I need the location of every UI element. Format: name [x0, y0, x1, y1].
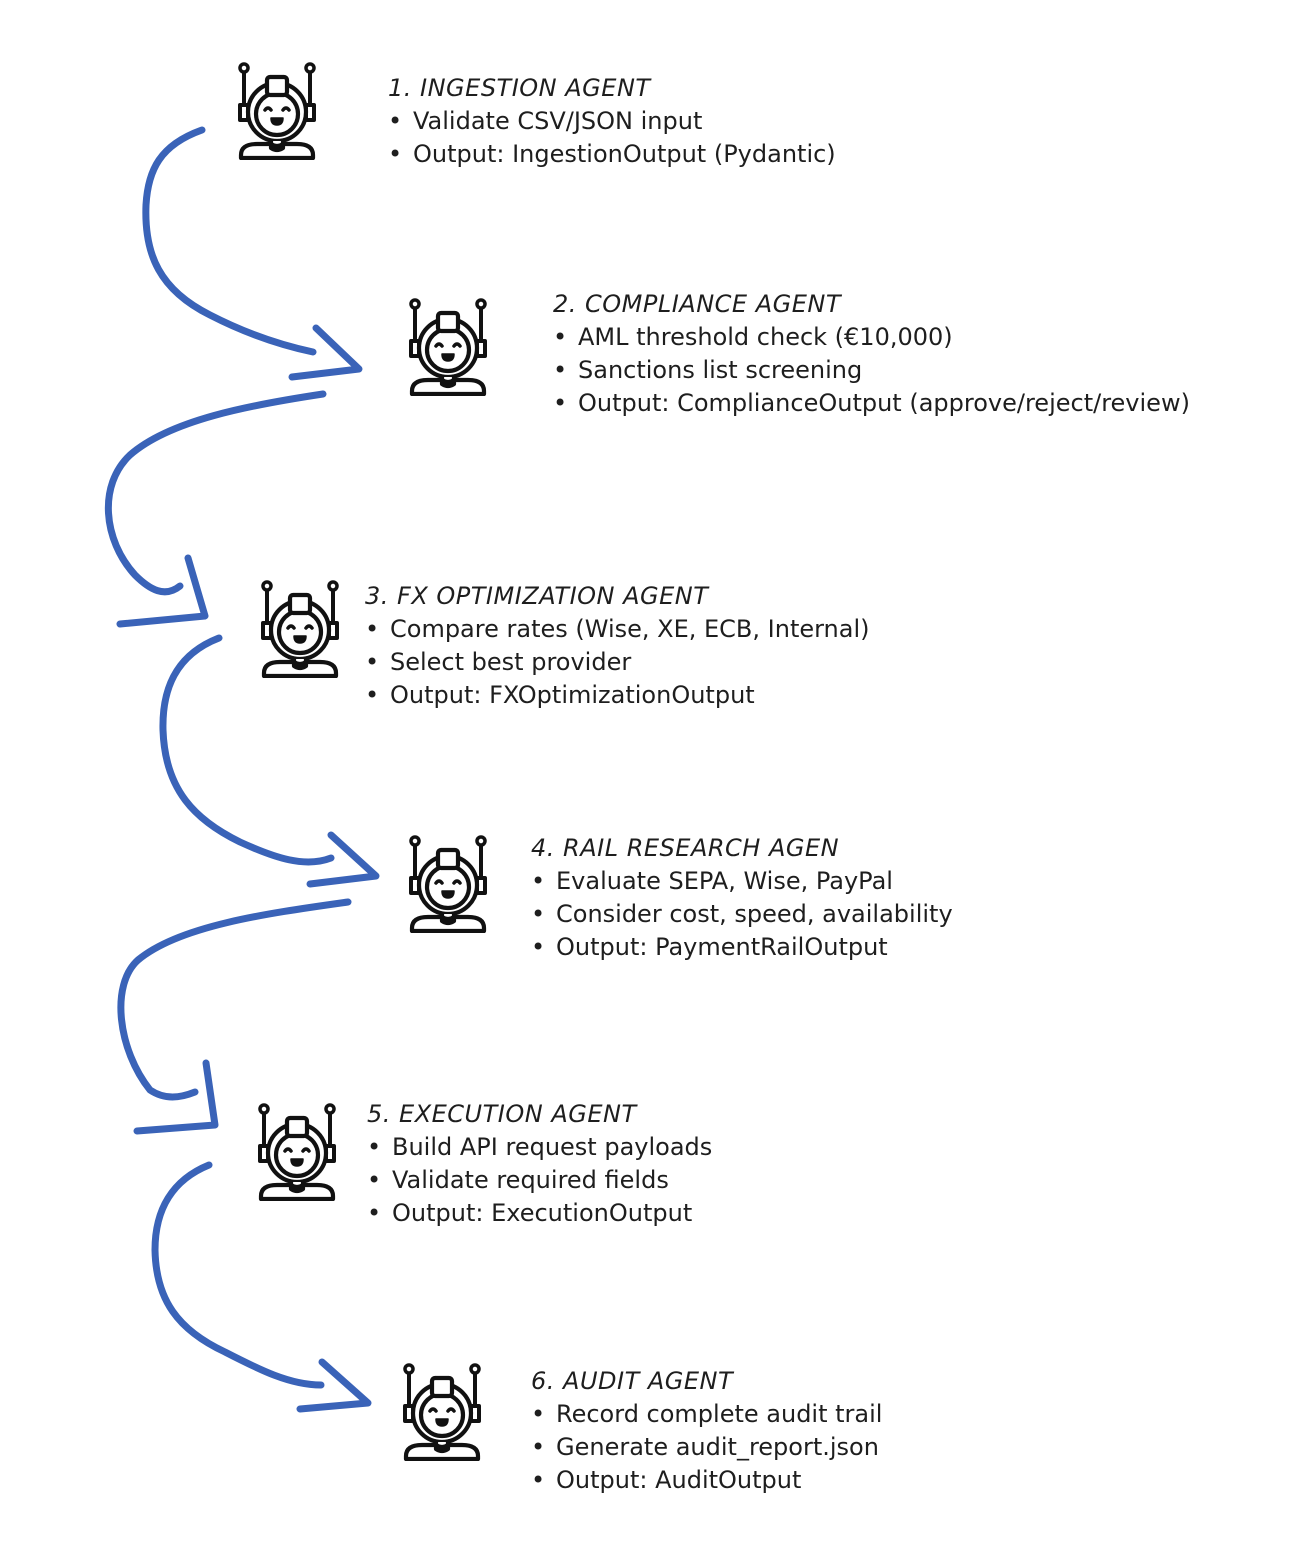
agent-bullet: • Build API request payloads	[367, 1131, 712, 1164]
bullet-glyph: •	[367, 1166, 382, 1194]
bullet-glyph: •	[531, 900, 546, 928]
agent-title: 6. AUDIT AGENT	[531, 1367, 734, 1395]
agent-block-fx-optimization	[365, 580, 870, 712]
arrow-1-to-2	[146, 130, 359, 377]
bullet-glyph: •	[531, 933, 546, 961]
agent-title: 5. EXECUTION AGENT	[367, 1100, 637, 1128]
agent-bullet: • Output: PaymentRailOutput	[531, 931, 953, 964]
bullet-glyph: •	[388, 140, 403, 168]
bullet-glyph: •	[553, 389, 568, 417]
agent-bullet: • Output: IngestionOutput (Pydantic)	[388, 138, 836, 171]
agent-bullet: • Output: ComplianceOutput (approve/reject/review)	[553, 387, 1190, 420]
bullet-glyph: •	[553, 356, 568, 384]
agent-bullet: • Validate CSV/JSON input	[388, 105, 836, 138]
agent-title: 3. FX OPTIMIZATION AGENT	[365, 582, 709, 610]
robot-agent-icon	[407, 833, 489, 933]
agent-title: 4. RAIL RESEARCH AGEN	[531, 834, 840, 862]
robot-agent-icon	[259, 578, 341, 678]
arrow-4-to-5	[121, 902, 348, 1131]
agent-bullet: • Validate required fields	[367, 1164, 712, 1197]
agent-bullet: • Sanctions list screening	[553, 354, 1190, 387]
agent-block-execution	[367, 1098, 712, 1230]
agent-block-compliance	[553, 288, 1190, 420]
agent-bullet: • Output: AuditOutput	[531, 1464, 882, 1497]
robot-agent-icon	[236, 60, 318, 160]
bullet-glyph: •	[365, 615, 380, 643]
agent-bullet: • Select best provider	[365, 646, 870, 679]
agent-block-audit	[531, 1365, 882, 1497]
robot-agent-icon	[401, 1361, 483, 1461]
agent-bullet: • Compare rates (Wise, XE, ECB, Internal)	[365, 613, 870, 646]
bullet-glyph: •	[531, 1466, 546, 1494]
agent-block-ingestion	[388, 72, 836, 171]
bullet-glyph: •	[531, 867, 546, 895]
bullet-glyph: •	[553, 323, 568, 351]
bullet-glyph: •	[531, 1400, 546, 1428]
agent-bullet: • Evaluate SEPA, Wise, PayPal	[531, 865, 953, 898]
bullet-glyph: •	[367, 1199, 382, 1227]
robot-agent-icon	[256, 1101, 338, 1201]
agent-block-rail-research	[531, 832, 953, 964]
agent-bullet: • Generate audit_report.json	[531, 1431, 882, 1464]
bullet-glyph: •	[367, 1133, 382, 1161]
bullet-glyph: •	[365, 648, 380, 676]
arrow-5-to-6	[155, 1165, 368, 1409]
agent-bullet: • Record complete audit trail	[531, 1398, 882, 1431]
agent-title: 1. INGESTION AGENT	[388, 74, 651, 102]
agent-bullet: • Output: FXOptimizationOutput	[365, 679, 870, 712]
robot-agent-icon	[407, 296, 489, 396]
bullet-glyph: •	[388, 107, 403, 135]
bullet-glyph: •	[365, 681, 380, 709]
bullet-glyph: •	[531, 1433, 546, 1461]
agent-title: 2. COMPLIANCE AGENT	[553, 290, 842, 318]
agent-bullet: • Output: ExecutionOutput	[367, 1197, 712, 1230]
agent-bullet: • Consider cost, speed, availability	[531, 898, 953, 931]
agent-bullet: • AML threshold check (€10,000)	[553, 321, 1190, 354]
